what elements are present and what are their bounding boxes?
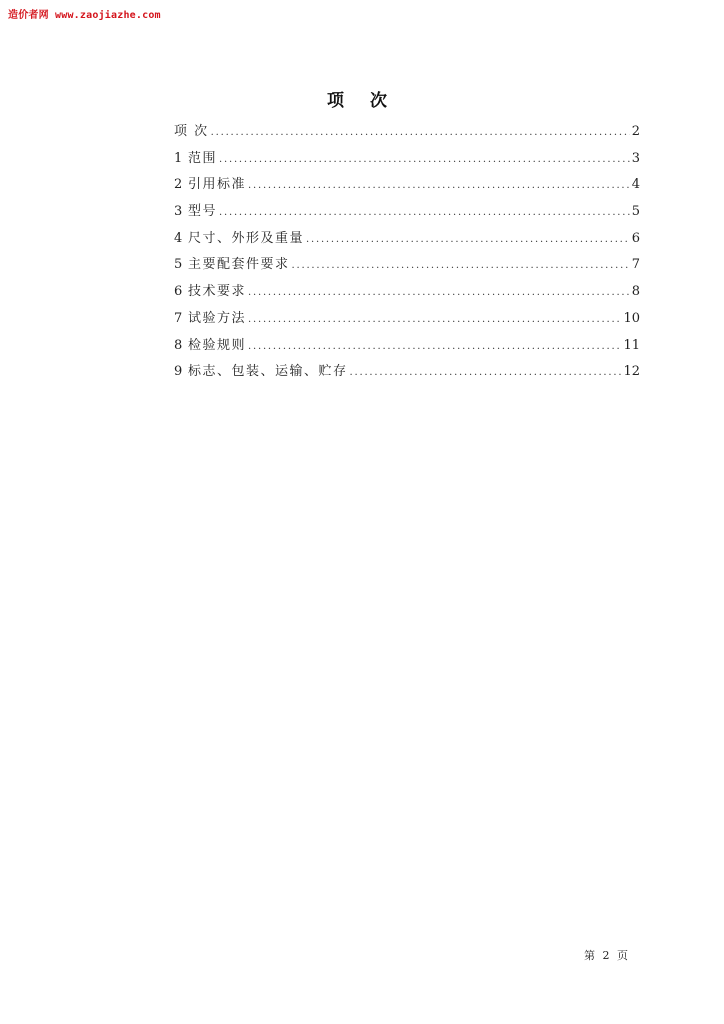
toc-entry-number: 2	[174, 177, 183, 193]
toc-entry-title: 标志、包装、运输、贮存	[188, 364, 348, 380]
table-of-contents	[174, 122, 640, 389]
toc-entry-page: 10	[623, 310, 640, 326]
toc-leader-dots	[211, 123, 630, 143]
toc-entry-title: 检验规则	[188, 337, 247, 353]
toc-entry-title: 试验方法	[188, 310, 247, 326]
toc-leader-dots	[248, 176, 630, 196]
toc-entry-page: 3	[631, 150, 640, 166]
toc-entry-page: 11	[623, 337, 640, 353]
toc-entry-page: 5	[631, 204, 640, 220]
toc-entry-label	[174, 255, 290, 275]
page-title: 项 次	[327, 91, 397, 111]
toc-entry-page: 8	[631, 284, 640, 300]
toc-entry-page: 6	[631, 230, 640, 246]
toc-leader-dots	[350, 363, 622, 383]
watermark-link[interactable]: 造价者网 www.zaojiazhe.com	[8, 10, 161, 21]
toc-entry-page: 12	[623, 364, 640, 380]
toc-entry-label	[174, 309, 246, 329]
toc-leader-dots	[248, 283, 630, 303]
toc-entry[interactable]	[174, 362, 640, 389]
toc-entry-number: 5	[174, 257, 183, 273]
toc-entry-page: 7	[631, 257, 640, 273]
toc-leader-dots	[248, 310, 621, 330]
toc-entry-title: 项 次	[174, 124, 209, 139]
toc-leader-dots	[306, 230, 630, 250]
toc-entry-number: 9	[174, 364, 183, 380]
toc-entry[interactable]	[174, 229, 640, 256]
toc-entry[interactable]	[174, 149, 640, 176]
toc-entry-number: 8	[174, 337, 183, 353]
toc-entry-number: 1	[174, 150, 183, 166]
toc-leader-dots	[292, 256, 630, 276]
toc-entry-number: 6	[174, 284, 183, 300]
toc-entry[interactable]	[174, 122, 640, 149]
toc-leader-dots	[248, 337, 621, 357]
toc-entry-number: 3	[174, 204, 183, 220]
toc-entry[interactable]	[174, 282, 640, 309]
toc-entry-number: 7	[174, 310, 183, 326]
toc-entry[interactable]	[174, 202, 640, 229]
toc-entry-title: 范围	[188, 150, 218, 166]
toc-leader-dots	[219, 203, 630, 223]
toc-entry-page: 2	[631, 124, 640, 139]
toc-entry-label	[174, 336, 246, 356]
toc-entry-title: 型号	[188, 204, 218, 220]
toc-entry[interactable]	[174, 255, 640, 282]
toc-entry-title: 技术要求	[188, 284, 247, 300]
toc-entry-label	[174, 149, 217, 169]
toc-entry-label	[174, 175, 246, 195]
toc-entry-label	[174, 122, 209, 142]
toc-leader-dots	[219, 150, 630, 170]
toc-entry[interactable]	[174, 175, 640, 202]
toc-entry-label	[174, 282, 246, 302]
toc-entry-title: 引用标准	[188, 177, 247, 193]
toc-entry-number: 4	[174, 230, 183, 246]
toc-entry-title: 主要配套件要求	[188, 257, 290, 273]
toc-entry-label	[174, 229, 304, 249]
toc-entry[interactable]	[174, 336, 640, 363]
toc-entry-page: 4	[631, 177, 640, 193]
toc-entry-title: 尺寸、外形及重量	[188, 230, 305, 246]
toc-entry-label	[174, 202, 217, 222]
toc-entry-label	[174, 362, 348, 382]
toc-entry[interactable]	[174, 309, 640, 336]
page-number-footer: 第 2 页	[584, 949, 630, 962]
